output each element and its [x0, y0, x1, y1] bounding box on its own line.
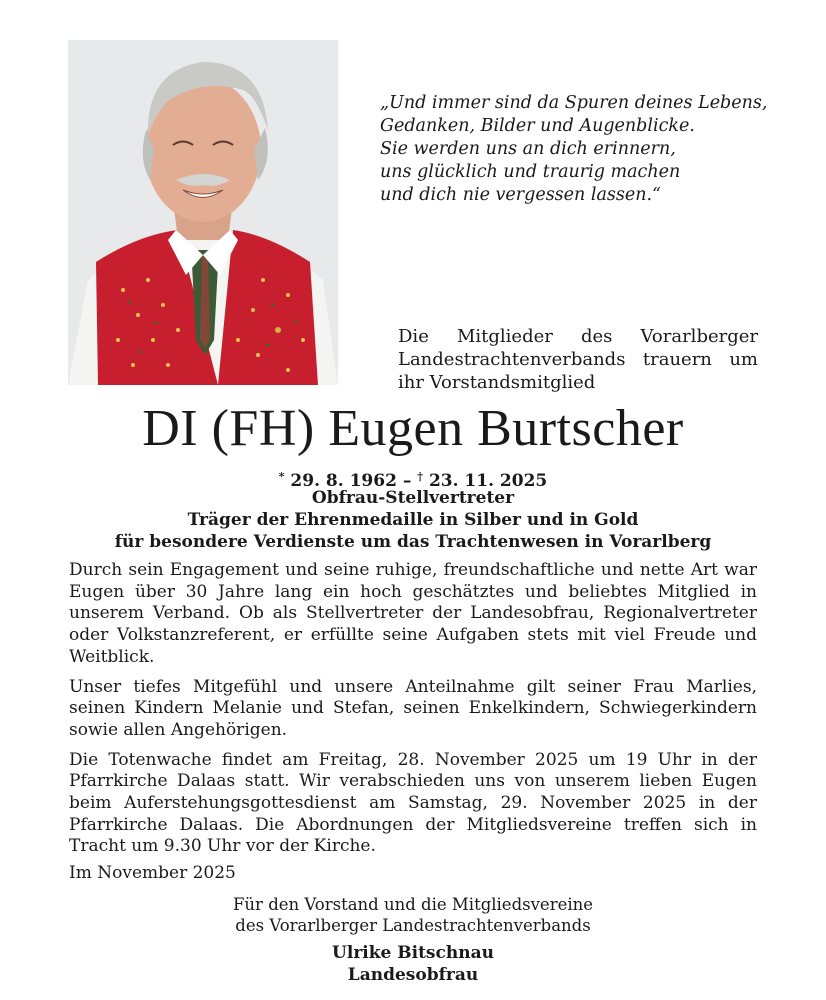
- quote-line: uns glücklich und traurig machen: [380, 162, 681, 182]
- paragraph: Die Totenwache findet am Freitag, 28. November 2025 um 19 Uhr in der Pfarrkirche Dalaas statt. Wir verabschieden uns von unserem lieben Eugen beim Auferstehungsgottesdienst am Samstag, 29. November 2025 in der Pfarrkirche Dalaas. Die Abordnungen der Mitgliedsvereine treffen sich in Tracht um 9.30 Uhr vor der Kirche.: [69, 749, 757, 857]
- signer-name: Ulrike Bitschnau: [332, 943, 494, 963]
- mourning-line: ihr Vorstandsmitglied: [398, 372, 596, 393]
- portrait-photo: [68, 40, 338, 385]
- mourning-announcement: [398, 325, 758, 394]
- honor-line: Träger der Ehrenmedaille in Silber und in Gold: [187, 510, 639, 530]
- deceased-name: DI (FH) Eugen Burtscher: [142, 400, 684, 457]
- memorial-quote: [380, 92, 780, 207]
- role-title: Obfrau-Stellvertreter: [311, 488, 515, 508]
- signature-intro: [0, 894, 826, 936]
- mourning-line: Landestrachtenverbands trauern um: [398, 349, 758, 370]
- signature-line: Für den Vorstand und die Mitgliedsvereine: [232, 895, 594, 914]
- death-symbol: †: [417, 470, 424, 483]
- birth-symbol: *: [278, 470, 285, 483]
- signature-line: des Vorarlberger Landestrachtenverbands: [235, 916, 591, 935]
- death-date: 23. 11. 2025: [428, 471, 548, 491]
- honors-block: [0, 487, 826, 553]
- quote-line: Sie werden uns an dich erinnern,: [380, 139, 676, 159]
- obituary-text: [69, 560, 757, 866]
- quote-line: Gedanken, Bilder und Augenblicke.: [380, 116, 695, 136]
- quote-line: „Und immer sind da Spuren deines Lebens,: [380, 93, 768, 113]
- honor-line: für besondere Verdienste um das Trachtenwesen in Vorarlberg: [114, 532, 712, 552]
- mourning-line: Die Mitglieder des Vorarlberger: [398, 326, 758, 347]
- paragraph: Durch sein Engagement und seine ruhige, freundschaftliche und nette Art war Eugen über 30 Jahre lang ein hoch geschätztes und beliebtes Mitglied in unserem Verband. Ob als Stellvertreter der Landesobfrau, Regionalvertreter oder Volkstanzreferent, er erfüllte seine Aufgaben stets mit viel Freude und Weitblick.: [69, 560, 757, 667]
- birth-date: 29. 8. 1962 –: [290, 471, 412, 491]
- signer-block: [0, 942, 826, 986]
- paragraph: Unser tiefes Mitgefühl und unsere Anteilnahme gilt seiner Frau Marlies, seinen Kindern Melanie und Stefan, seinen Enkelkindern, Schwiegerkindern sowie allen Angehörigen.: [69, 676, 757, 740]
- dateline: Im November 2025: [69, 863, 236, 883]
- signer-title: Landesobfrau: [347, 965, 479, 985]
- quote-line: und dich nie vergessen lassen.“: [380, 185, 661, 205]
